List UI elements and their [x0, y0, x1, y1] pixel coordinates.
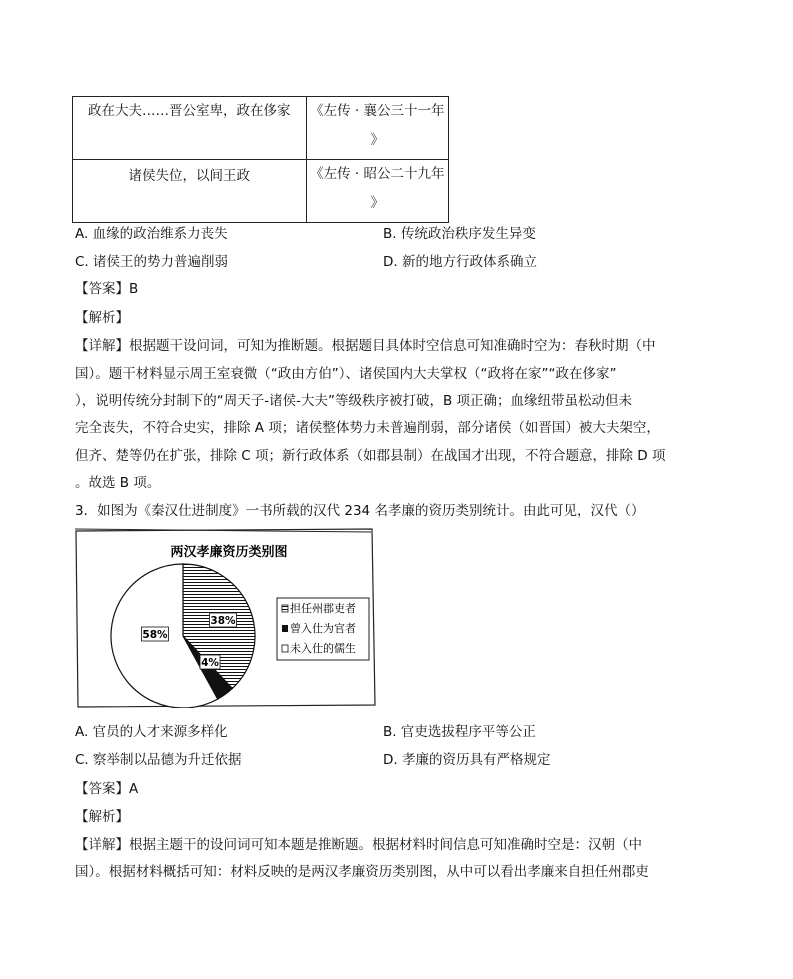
legend-label: 担任州郡吏者	[290, 602, 356, 615]
legend-swatch	[282, 625, 288, 632]
detail-line: 。故选 B 项。	[75, 475, 161, 491]
source-table	[72, 96, 449, 223]
table-row	[73, 97, 449, 160]
detail-line: 国）。根据材料概括可知：材料反映的是两汉孝廉资历类别图，从中可以看出孝廉来自担任州郡吏	[75, 864, 649, 880]
table-cell-source	[306, 160, 448, 223]
legend-label: 曾入仕为官者	[290, 622, 356, 635]
detail-line: 【详解】根据题干设问词，可知为推断题。根据题目具体时空信息可知准确时空为：春秋时期（中	[75, 338, 656, 354]
source-line: 》	[370, 195, 385, 211]
answer-label: 【答案】A	[75, 781, 139, 797]
data-label: 58%	[142, 629, 168, 641]
legend-item	[282, 641, 356, 655]
source-line: 《左传 · 襄公三十一年	[310, 103, 445, 119]
table-cell-content: 诸侯失位，以间王政	[73, 160, 307, 223]
table-cell-source	[306, 97, 448, 160]
detail-line: 国）。题干材料显示周王室衰微（“政由方伯”）、诸侯国内大夫掌权（“政将在家”“政在侈家”	[75, 366, 617, 382]
legend-swatch	[282, 605, 288, 612]
pie-chart-figure	[74, 528, 376, 708]
legend-label: 未入仕的儒生	[290, 642, 356, 655]
detail-line: 完全丧失，不符合史实，排除 A 项；诸侯整体势力未普遍削弱，部分诸侯（如晋国）被大夫架空，	[75, 420, 660, 436]
detail-line: 但齐、楚等仍在扩张，排除 C 项；新行政体系（如郡县制）在战国才出现，不符合题意，排除 D 项	[75, 448, 666, 464]
answer-label: 【答案】B	[75, 281, 139, 297]
pie	[111, 564, 255, 708]
chart-title: 两汉孝廉资历类别图	[170, 545, 288, 560]
option-d: D. 新的地方行政体系确立	[383, 254, 537, 270]
option-b: B. 官吏选拔程序平等公正	[383, 724, 536, 740]
data-label: 4%	[201, 657, 219, 669]
table-cell-content: 政在大夫……晋公室卑，政在侈家	[73, 97, 307, 160]
source-line: 《左传 · 昭公二十九年	[310, 166, 445, 182]
option-c: C. 察举制以品德为升迁依据	[75, 752, 242, 768]
detail-line: 【详解】根据主题干的设问词可知本题是推断题。根据材料时间信息可知准确时空是：汉朝（中	[75, 837, 642, 853]
legend-swatch	[282, 645, 288, 652]
table-row	[73, 160, 449, 223]
analysis-label: 【解析】	[75, 809, 129, 825]
analysis-label: 【解析】	[75, 310, 129, 326]
legend-item	[282, 601, 356, 615]
question-stem: 3．如图为《秦汉仕进制度》一书所载的汉代 234 名孝廉的资历类别统计。由此可见，汉代（）	[75, 503, 645, 519]
legend-item	[282, 621, 356, 635]
source-line: 》	[370, 132, 385, 148]
option-d: D. 孝廉的资历具有严格规定	[383, 752, 551, 768]
option-c: C. 诸侯王的势力普遍削弱	[75, 254, 229, 270]
detail-line: ），说明传统分封制下的“周天子-诸侯-大夫”等级秩序被打破，B 项正确；血缘纽带虽松动但未	[75, 393, 633, 409]
option-b: B. 传统政治秩序发生异变	[383, 226, 536, 242]
option-a: A. 血缘的政治维系力丧失	[75, 226, 228, 242]
option-a: A. 官员的人才来源多样化	[75, 724, 228, 740]
data-label: 38%	[210, 615, 236, 627]
pie-chart-svg	[74, 528, 376, 708]
